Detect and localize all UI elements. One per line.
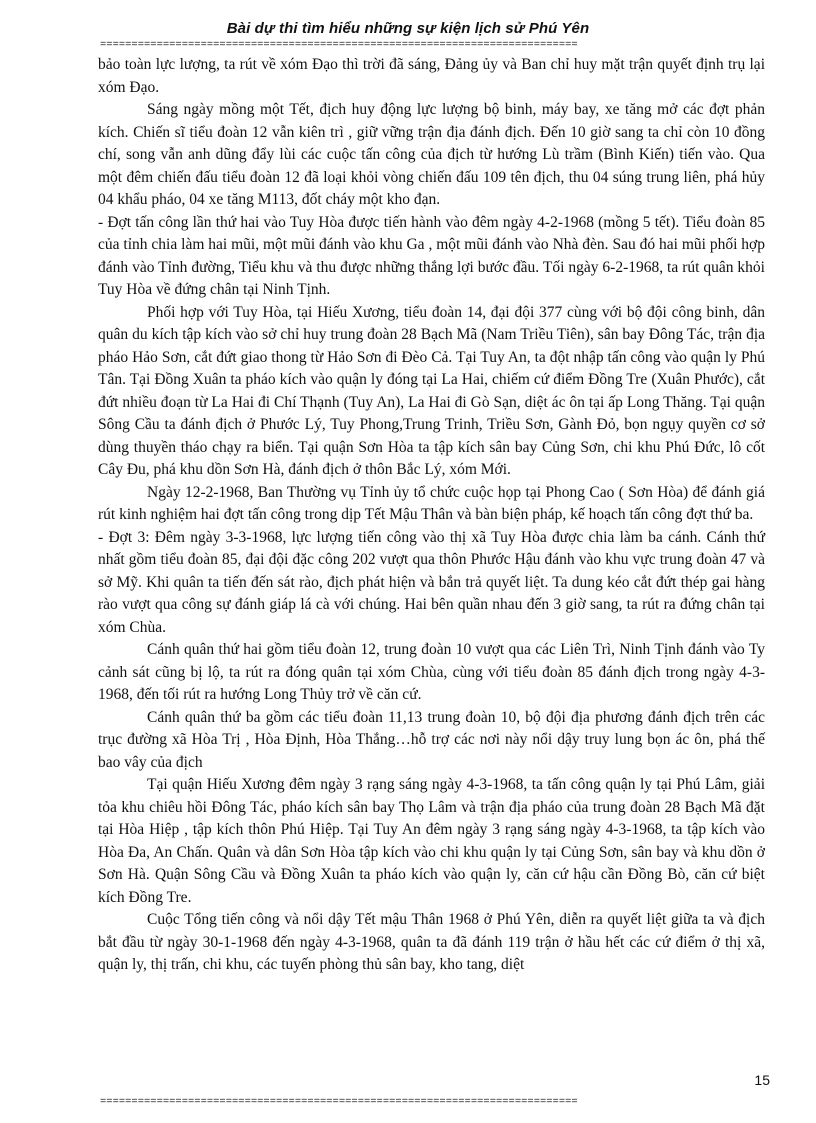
footer-rule: ============================================================================ xyxy=(100,1097,578,1107)
paragraph-3: - Đợt tấn công lần thứ hai vào Tuy Hòa được tiến hành vào đêm ngày 4-2-1968 (mồng 5 tết). Tiểu đoàn 85 của tỉnh chia làm hai mũi, một mũi đánh vào khu Ga , một mũi đánh vào Nhà đèn. Sau đó hai mũi phối hợp đánh vào Tỉnh đường, Tiểu khu và thu được những thắng lợi bước đầu. Tối ngày 6-2-1968, ta rút quân khỏi Tuy Hòa về đứng chân tại Ninh Tịnh. xyxy=(98,213,765,298)
paragraph-5: Ngày 12-2-1968, Ban Thường vụ Tỉnh ủy tổ chức cuộc họp tại Phong Cao ( Sơn Hòa) để đánh giá rút kinh nghiệm hai đợt tấn công trong dịp Tết Mậu Thân và bàn biện pháp, kế hoạch tấn công đợt thứ ba. xyxy=(98,483,765,523)
paragraph-9: Tại quận Hiếu Xương đêm ngày 3 rạng sáng ngày 4-3-1968, ta tấn công quận ly tại Phú Lâm, giải tỏa khu chiêu hồi Đông Tác, pháo kích sân bay Thọ Lâm và trận địa pháo của trung đoàn 28 Bạch Mã đặt tại Hòa Hiệp , tập kích thôn Phú Hiệp. Tại Tuy An đêm ngày 3 rạng sáng ngày 4-3-1968, ta tập kích vào Hòa Đa, An Chấn. Quân và dân Sơn Hòa tập kích vào chi khu quận ly tại Củng Sơn, sân bay và khu dồn ở Sơn Hà. Quận Sông Cầu và Đồng Xuân ta pháo kích vào quận ly, căn cứ hậu cần Đồng Bò, căn cứ biệt kích Đồng Tre. xyxy=(98,776,765,906)
header-rule: ============================================================================ xyxy=(100,40,578,50)
document-body xyxy=(98,54,765,977)
paragraph-4: Phối hợp với Tuy Hòa, tại Hiếu Xương, tiểu đoàn 14, đại đội 377 cùng với bộ đội công binh, dân quân du kích tập kích vào sở chỉ huy trung đoàn 28 Bạch Mã (Nam Triều Tiên), sân bay Đông Tác, trận địa pháo Hảo Sơn, cắt đứt giao thong từ Hảo Sơn đi Đèo Cả. Tại Tuy An, ta đột nhập tấn công vào quận ly Phú Tân. Tại Đồng Xuân ta pháo kích vào quận ly đóng tại La Hai, chiếm cứ điểm Đồng Tre (Xuân Phước), cắt đứt nhiều đoạn từ La Hai đi Chí Thạnh (Tuy An), La Hai đi Gò Sạn, diệt ác ôn tại ấp Long Thăng. Tại quận Sông Cầu ta đánh địch ở Phước Lý, Tuy Phong,Trung Trinh, Triều Sơn, Gành Đỏ, bọn ngụy quyền cơ sở dùng thuyền tháo chạy ra biển. Tại quận Sơn Hòa ta tập kích sân bay Củng Sơn, chi khu Phú Đức, lô cốt Cây Đu, phá khu dồn Sơn Hà, đánh địch ở thôn Bắc Lý, xóm Mới. xyxy=(98,303,765,478)
paragraph-8: Cánh quân thứ ba gồm các tiểu đoàn 11,13 trung đoàn 10, bộ đội địa phương đánh địch trên các trục đường xã Hòa Trị , Hòa Định, Hòa Thắng…hỗ trợ các nơi này nổi dậy truy lung bọn ác ôn, phá thế bao vây của địch xyxy=(98,708,765,771)
page-header-title: Bài dự thi tìm hiểu những sự kiện lịch sử Phú Yên xyxy=(226,20,590,37)
paragraph-10: Cuộc Tổng tiến công và nổi dậy Tết mậu Thân 1968 ở Phú Yên, diễn ra quyết liệt giữa ta và địch bắt đầu từ ngày 30-1-1968 đến ngày 4-3-1968, quân ta đã đánh 119 trận ở hầu hết các cứ điểm ở thị xã, quận ly, thị trấn, chi khu, các tuyến phòng thủ sân bay, kho tang, diệt xyxy=(98,911,765,973)
paragraph-1: bảo toàn lực lượng, ta rút về xóm Đạo thì trời đã sáng, Đảng ủy và Ban chỉ huy mặt trận quyết định trụ lại xóm Đạo. xyxy=(98,56,765,96)
paragraph-2: Sáng ngày mồng một Tết, địch huy động lực lượng bộ binh, máy bay, xe tăng mở các đợt phản kích. Chiến sĩ tiểu đoàn 12 vẫn kiên trì , giữ vững trận địa đánh địch. Đến 10 giờ sang ta chỉ còn 10 đồng chí, song vẫn anh dũng đẩy lùi các cuộc tấn công của địch từ hướng Lù trầm (Bình Kiến) tiến vào. Qua một đêm chiến đấu tiểu đoàn 12 đã loại khỏi vòng chiến đấu 109 tên địch, thu 04 súng trung liên, phá hủy 04 khẩu pháo, 04 xe tăng M113, đốt cháy một kho đạn. xyxy=(98,101,765,208)
paragraph-6: - Đợt 3: Đêm ngày 3-3-1968, lực lượng tiến công vào thị xã Tuy Hòa được chia làm ba cánh. Cánh thứ nhất gồm tiểu đoàn 85, đại đội đặc công 202 vượt qua thôn Phước Hậu đánh vào khu vực trung đoàn 47 và sở Mỹ. Khi quân ta tiến đến sát rào, địch phát hiện và bắn trả quyết liệt. Ta dung kéo cắt đứt thép gai hàng rào vượt qua công sự đánh giáp lá cà với chúng. Hai bên quần nhau đến 3 giờ sang, ta rút ra đứng chân tại xóm Chùa. xyxy=(98,528,765,636)
paragraph-7: Cánh quân thứ hai gồm tiểu đoàn 12, trung đoàn 10 vượt qua các Liên Trì, Ninh Tịnh đánh vào Ty cảnh sát cũng bị lộ, ta rút ra đóng quân tại xóm Chùa, cùng với tiểu đoàn 85 đánh địch trong ngày 4-3-1968, đến tối rút ra hướng Long Thủy trở về căn cứ. xyxy=(98,641,765,703)
page-number: 15 xyxy=(754,1072,770,1088)
